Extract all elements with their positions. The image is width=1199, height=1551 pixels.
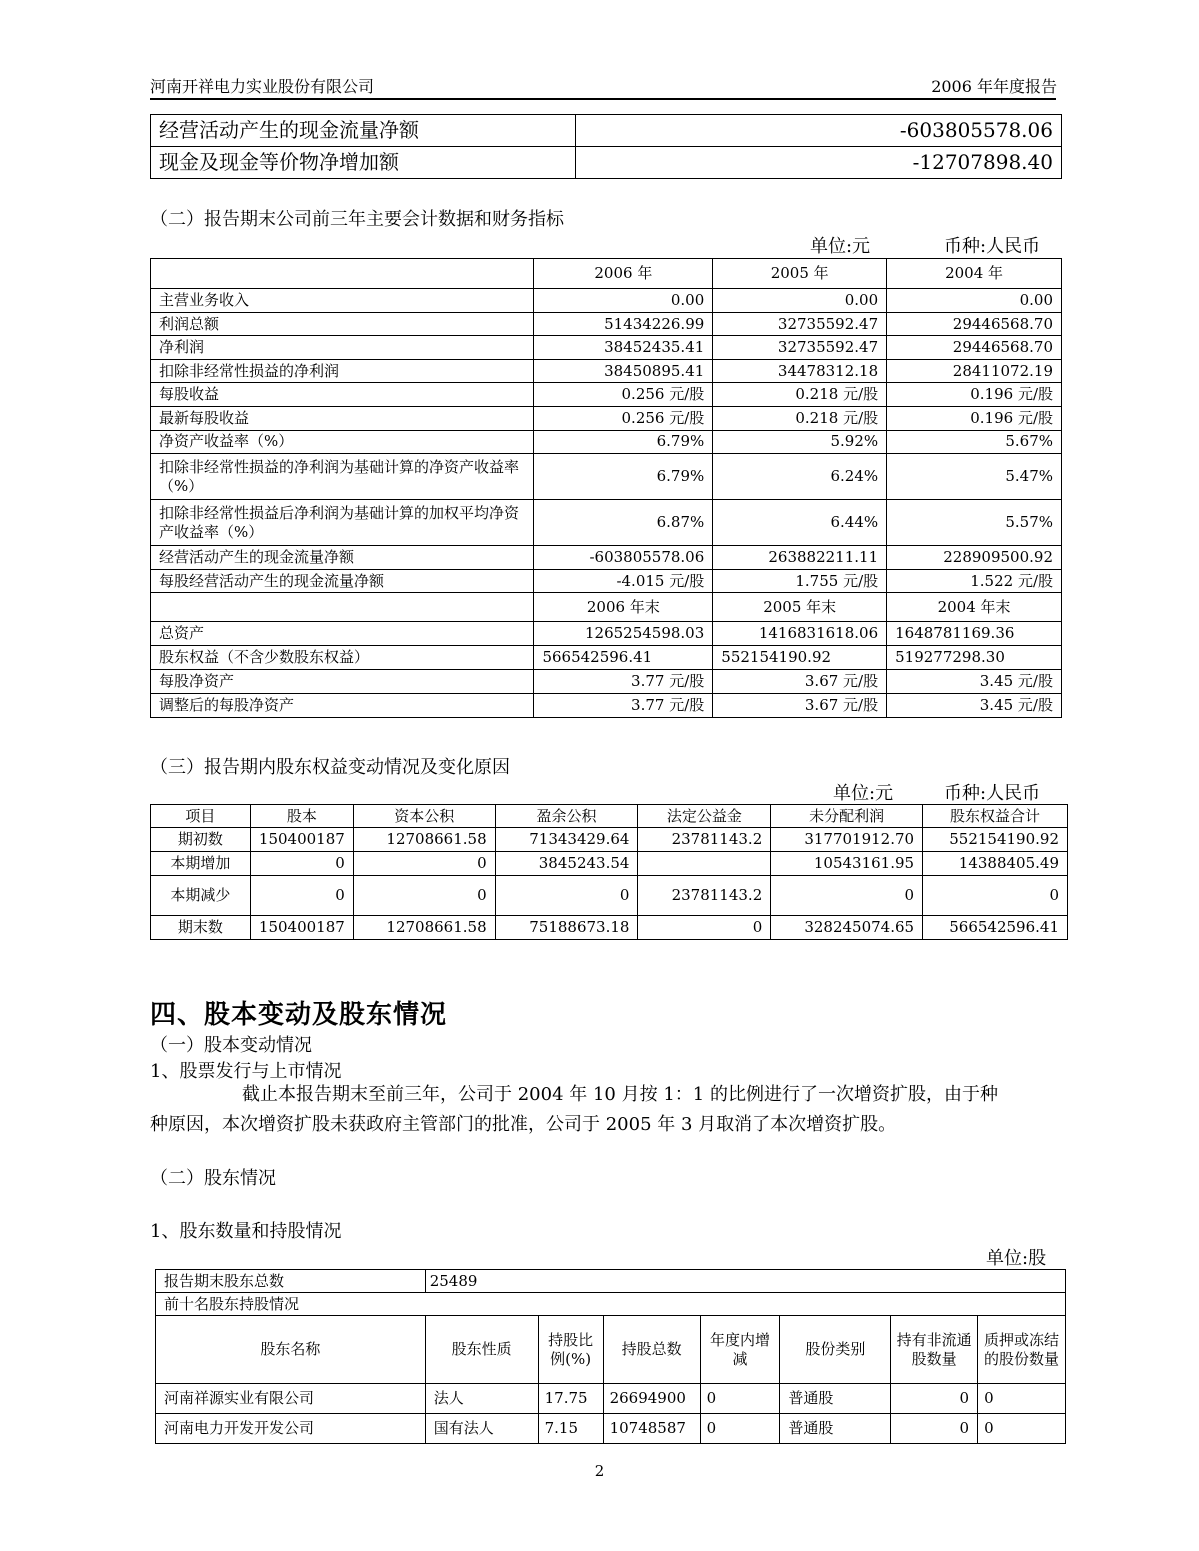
financial-indicators-table (150, 258, 1062, 718)
table-cell: 150400187 (250, 828, 353, 852)
table-cell: 38452435.41 (534, 336, 713, 360)
table-cell: -603805578.06 (575, 115, 1061, 147)
table-cell: 0 (978, 1384, 1066, 1414)
table-row (151, 670, 1062, 694)
table-cell: 552154190.92 (713, 646, 887, 670)
table-cell: 2005 年 (713, 259, 887, 289)
table-cell: 0.196 元/股 (887, 406, 1062, 430)
equity-change-table (150, 804, 1068, 940)
table-cell: 净利润 (151, 336, 534, 360)
table-row (151, 115, 1062, 147)
table-cell: 0 (771, 876, 923, 916)
table-cell: 扣除非经常性损益的净利润为基础计算的净资产收益率（%） (151, 454, 534, 500)
table-cell: 10748587 (603, 1414, 700, 1444)
table-cell: 0 (353, 852, 495, 876)
table-row (151, 876, 1068, 916)
table-cell: 0 (700, 1414, 780, 1444)
table-cell: 股东权益（不含少数股东权益） (151, 646, 534, 670)
table-row (156, 1384, 1066, 1414)
table-row (151, 259, 1062, 289)
table-cell: 23781143.2 (638, 876, 771, 916)
table-row (151, 805, 1068, 828)
table-cell: 7.15 (538, 1414, 603, 1444)
table-cell: 32735592.47 (713, 312, 887, 336)
table-cell: 股东权益合计 (923, 805, 1068, 828)
table-cell: 17.75 (538, 1384, 603, 1414)
table-cell: 未分配利润 (771, 805, 923, 828)
table-cell: 经营活动产生的现金流量净额 (151, 546, 534, 570)
subsection-title: （一）股本变动情况 (150, 1035, 312, 1056)
table-cell: 2004 年 (887, 259, 1062, 289)
table-cell: 3.67 元/股 (713, 670, 887, 694)
table-cell: 报告期末股东总数 (156, 1270, 426, 1293)
table-cell: 2006 年 (534, 259, 713, 289)
table-cell: 5.92% (713, 430, 887, 454)
table-cell: 每股净资产 (151, 670, 534, 694)
table-cell: 经营活动产生的现金流量净额 (151, 115, 576, 147)
table-cell: 0.256 元/股 (534, 383, 713, 407)
table-row (151, 546, 1062, 570)
table-cell: 0 (923, 876, 1068, 916)
table-cell: 10543161.95 (771, 852, 923, 876)
table-cell: 利润总额 (151, 312, 534, 336)
table-cell: 29446568.70 (887, 312, 1062, 336)
table-cell: 2006 年末 (534, 593, 713, 622)
table-cell: 股东性质 (425, 1316, 538, 1384)
table-cell: 3.77 元/股 (534, 670, 713, 694)
currency-label: 币种:人民币 (944, 236, 1041, 257)
table-cell: 3.67 元/股 (713, 694, 887, 718)
table-cell: 法人 (425, 1384, 538, 1414)
table-row (151, 852, 1068, 876)
table-cell: 0 (250, 876, 353, 916)
table-cell: 3845243.54 (495, 852, 638, 876)
table-cell: 75188673.18 (495, 916, 638, 940)
table-cell: 1416831618.06 (713, 622, 887, 646)
table-cell: 普通股 (780, 1414, 891, 1444)
table-cell: 前十名股东持股情况 (156, 1293, 1066, 1316)
table-cell: 0.00 (713, 289, 887, 313)
table-cell: -4.015 元/股 (534, 569, 713, 593)
table-cell: 566542596.41 (534, 646, 713, 670)
table-cell: 0.196 元/股 (887, 383, 1062, 407)
table-cell: 23781143.2 (638, 828, 771, 852)
cashflow-summary-table (150, 114, 1062, 179)
table-cell: 本期增加 (151, 852, 251, 876)
item-title: 1、股票发行与上市情况 (150, 1061, 342, 1082)
item-title: 1、股东数量和持股情况 (150, 1221, 342, 1242)
table-cell: 6.87% (534, 500, 713, 546)
table-row (156, 1293, 1066, 1316)
table-row (151, 454, 1062, 500)
unit-label: 单位:元 (833, 783, 894, 804)
table-cell: 5.67% (887, 430, 1062, 454)
table-cell: 扣除非经常性损益的净利润 (151, 359, 534, 383)
table-row (151, 336, 1062, 360)
table-row (151, 916, 1068, 940)
section-title: （二）报告期末公司前三年主要会计数据和财务指标 (150, 209, 564, 230)
table-row (151, 500, 1062, 546)
table-cell: 期初数 (151, 828, 251, 852)
table-cell: 0.00 (534, 289, 713, 313)
table-cell: 股本 (250, 805, 353, 828)
table-cell: 0 (250, 852, 353, 876)
table-cell: -603805578.06 (534, 546, 713, 570)
table-row (151, 147, 1062, 179)
table-cell: 0 (978, 1414, 1066, 1444)
table-row (151, 646, 1062, 670)
table-cell: 0 (891, 1384, 978, 1414)
table-cell: 552154190.92 (923, 828, 1068, 852)
table-cell: 总资产 (151, 622, 534, 646)
table-cell: 1.755 元/股 (713, 569, 887, 593)
table-cell: 现金及现金等价物净增加额 (151, 147, 576, 179)
table-cell: 0.218 元/股 (713, 383, 887, 407)
table-cell: 1648781169.36 (887, 622, 1062, 646)
unit-label: 单位:股 (986, 1248, 1047, 1269)
subsection-title: （二）股东情况 (150, 1168, 276, 1189)
table-cell: 2005 年末 (713, 593, 887, 622)
table-cell: 本期减少 (151, 876, 251, 916)
table-cell: 3.77 元/股 (534, 694, 713, 718)
header-rule (150, 98, 1056, 100)
table-cell: 34478312.18 (713, 359, 887, 383)
table-cell: 328245074.65 (771, 916, 923, 940)
section-title: （三）报告期内股东权益变动情况及变化原因 (150, 757, 510, 778)
table-cell: 28411072.19 (887, 359, 1062, 383)
table-cell: 0 (638, 916, 771, 940)
table-row (151, 694, 1062, 718)
table-cell: 质押或冻结的股份数量 (978, 1316, 1066, 1384)
table-cell: 净资产收益率（%） (151, 430, 534, 454)
table-cell: 每股收益 (151, 383, 534, 407)
table-cell: 317701912.70 (771, 828, 923, 852)
table-cell: 71343429.64 (495, 828, 638, 852)
table-row (156, 1270, 1066, 1293)
table-cell: 12708661.58 (353, 828, 495, 852)
table-cell: 盈余公积 (495, 805, 638, 828)
table-cell: 法定公益金 (638, 805, 771, 828)
table-cell: 519277298.30 (887, 646, 1062, 670)
table-cell: 3.45 元/股 (887, 694, 1062, 718)
table-cell: 每股经营活动产生的现金流量净额 (151, 569, 534, 593)
table-cell: 持股比例(%) (538, 1316, 603, 1384)
table-row (156, 1414, 1066, 1444)
table-cell: 调整后的每股净资产 (151, 694, 534, 718)
table-cell: 扣除非经常性损益后净利润为基础计算的加权平均净资产收益率（%） (151, 500, 534, 546)
table-row (151, 569, 1062, 593)
table-cell: 0 (495, 876, 638, 916)
chapter-heading: 四、股本变动及股东情况 (150, 1000, 448, 1030)
table-cell: 期末数 (151, 916, 251, 940)
table-cell: 资本公积 (353, 805, 495, 828)
table-cell (151, 259, 534, 289)
table-cell: 29446568.70 (887, 336, 1062, 360)
page-number: 2 (594, 1462, 605, 1480)
table-cell: 6.44% (713, 500, 887, 546)
paragraph-line: 截止本报告期末至前三年，公司于 2004 年 10 月按 1：1 的比例进行了一次增资扩股，由于种 (242, 1084, 998, 1105)
table-cell: 0 (891, 1414, 978, 1444)
table-cell: 0 (353, 876, 495, 916)
table-cell: 26694900 (603, 1384, 700, 1414)
table-cell: 2004 年末 (887, 593, 1062, 622)
table-cell: 32735592.47 (713, 336, 887, 360)
table-cell: 6.79% (534, 430, 713, 454)
table-cell: 0.218 元/股 (713, 406, 887, 430)
table-cell: 最新每股收益 (151, 406, 534, 430)
table-cell: 持股总数 (603, 1316, 700, 1384)
table-row (151, 828, 1068, 852)
table-row (151, 406, 1062, 430)
table-cell: 51434226.99 (534, 312, 713, 336)
table-cell: 0.00 (887, 289, 1062, 313)
table-cell: 566542596.41 (923, 916, 1068, 940)
paragraph (150, 1080, 1062, 1140)
unit-label: 单位:元 (810, 236, 871, 257)
table-cell: 河南祥源实业有限公司 (156, 1384, 426, 1414)
table-row (156, 1316, 1066, 1384)
table-cell: 6.79% (534, 454, 713, 500)
table-cell: 263882211.11 (713, 546, 887, 570)
table-cell: 河南电力开发开发公司 (156, 1414, 426, 1444)
table-row (151, 593, 1062, 622)
table-row (151, 383, 1062, 407)
table-cell: 1.522 元/股 (887, 569, 1062, 593)
header-report-title: 2006 年年度报告 (931, 77, 1057, 96)
header-company: 河南开祥电力实业股份有限公司 (150, 77, 375, 96)
table-cell: 国有法人 (425, 1414, 538, 1444)
table-cell: 3.45 元/股 (887, 670, 1062, 694)
table-cell: 0 (700, 1384, 780, 1414)
table-cell: 持有非流通股数量 (891, 1316, 978, 1384)
table-cell: 年度内增减 (700, 1316, 780, 1384)
table-cell: -12707898.40 (575, 147, 1061, 179)
table-cell: 1265254598.03 (534, 622, 713, 646)
table-cell (638, 852, 771, 876)
table-row (151, 359, 1062, 383)
table-cell: 普通股 (780, 1384, 891, 1414)
table-row (151, 622, 1062, 646)
table-cell: 14388405.49 (923, 852, 1068, 876)
table-row (151, 312, 1062, 336)
table-cell: 25489 (425, 1270, 1065, 1293)
table-cell: 38450895.41 (534, 359, 713, 383)
table-cell: 5.47% (887, 454, 1062, 500)
table-cell: 5.57% (887, 500, 1062, 546)
table-cell: 项目 (151, 805, 251, 828)
table-row (151, 289, 1062, 313)
table-cell: 股东名称 (156, 1316, 426, 1384)
paragraph-line: 种原因，本次增资扩股未获政府主管部门的批准，公司于 2005 年 3 月取消了本次增资扩股。 (150, 1114, 897, 1135)
currency-label: 币种:人民币 (944, 783, 1041, 804)
table-cell: 主营业务收入 (151, 289, 534, 313)
table-cell: 股份类别 (780, 1316, 891, 1384)
shareholders-table (155, 1269, 1066, 1444)
table-cell: 0.256 元/股 (534, 406, 713, 430)
table-cell: 6.24% (713, 454, 887, 500)
table-cell: 228909500.92 (887, 546, 1062, 570)
table-cell: 12708661.58 (353, 916, 495, 940)
table-cell (151, 593, 534, 622)
table-cell: 150400187 (250, 916, 353, 940)
table-row (151, 430, 1062, 454)
